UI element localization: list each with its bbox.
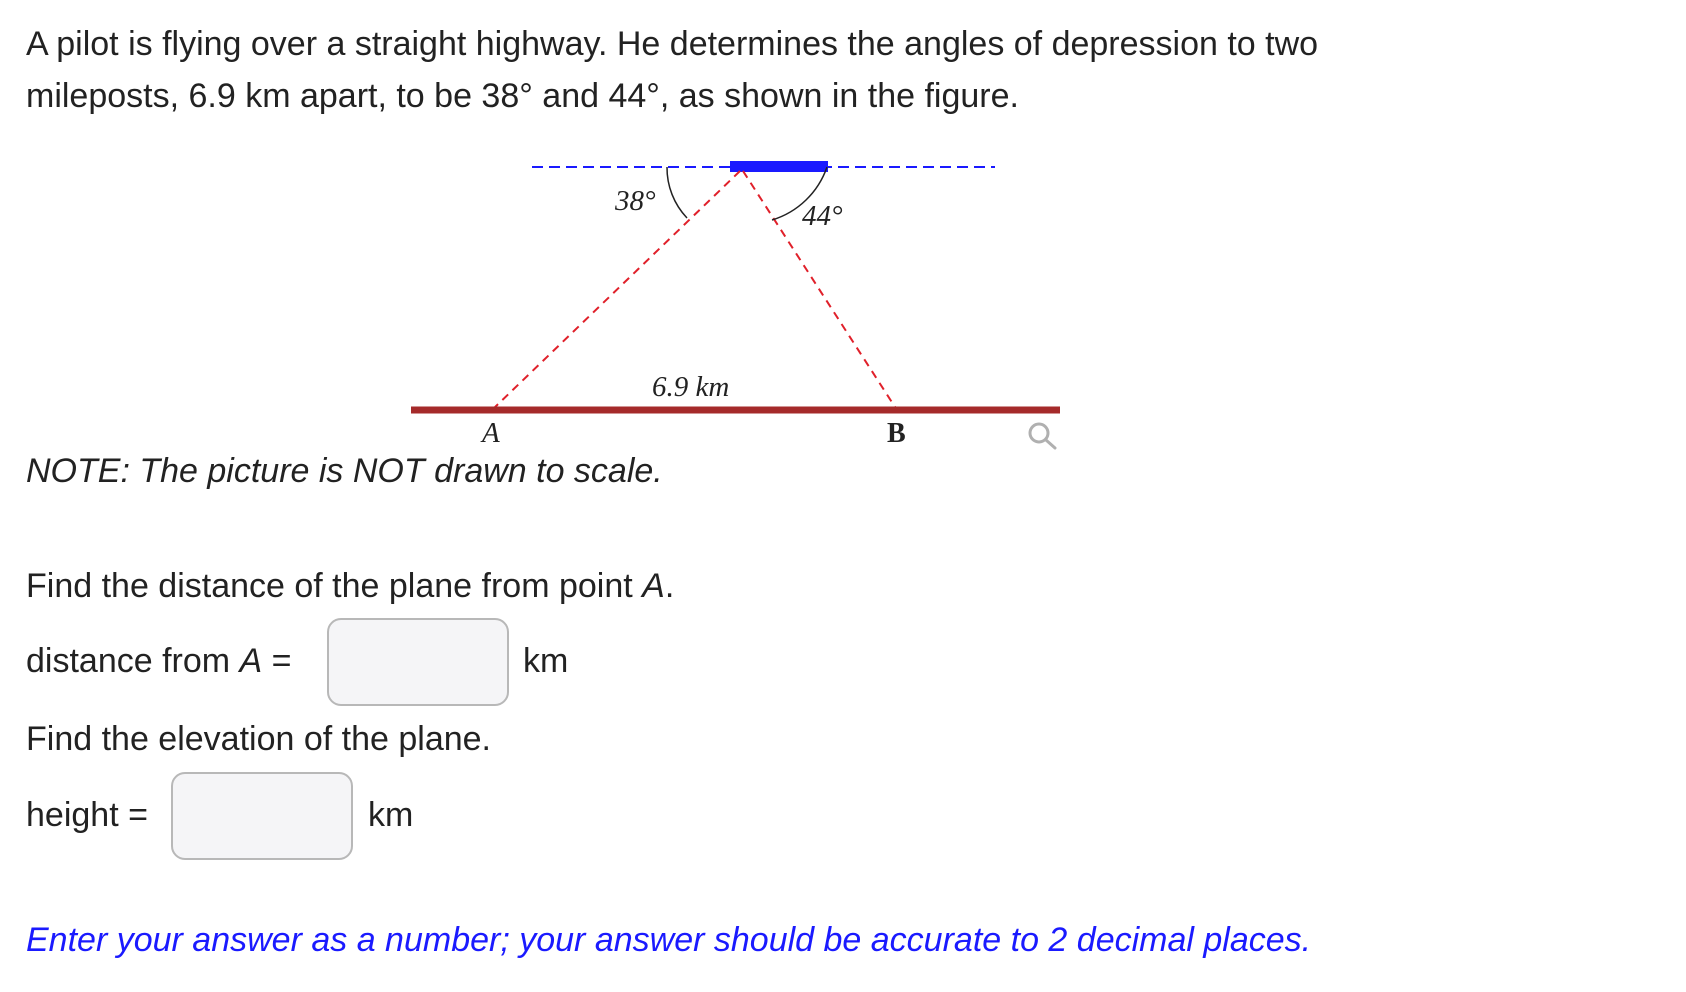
distance-label: 6.9 km [652, 371, 730, 403]
problem-line-1: A pilot is flying over a straight highway. He determines the angles of depression to two [26, 25, 1319, 63]
point-b-label: B [887, 418, 906, 449]
height-unit: km [368, 796, 414, 834]
question-1-prompt: Find the distance of the plane from point A. [26, 567, 675, 605]
distance-unit: km [523, 642, 569, 680]
height-label-text: height = [26, 796, 148, 834]
angle-label-right: 44° [802, 200, 843, 232]
figure [0, 0, 1686, 470]
question-2-prompt: Find the elevation of the plane. [26, 720, 491, 758]
answer-instruction: Enter your answer as a number; your answer should be accurate to 2 decimal places. [26, 921, 1312, 959]
height-answer-input[interactable] [171, 772, 353, 860]
problem-line-2: mileposts, 6.9 km apart, to be 38° and 44°, as shown in the figure. [26, 77, 1019, 115]
plane-marker [730, 161, 828, 172]
point-a-label: A [482, 417, 500, 449]
distance-answer-input[interactable] [327, 618, 509, 706]
angle-label-left: 38° [615, 185, 656, 217]
scale-note: NOTE: The picture is NOT drawn to scale. [26, 452, 663, 490]
distance-label-text: distance from A = [26, 642, 292, 680]
angle-arc-left [667, 167, 687, 218]
magnifier-icon[interactable] [1030, 424, 1055, 448]
